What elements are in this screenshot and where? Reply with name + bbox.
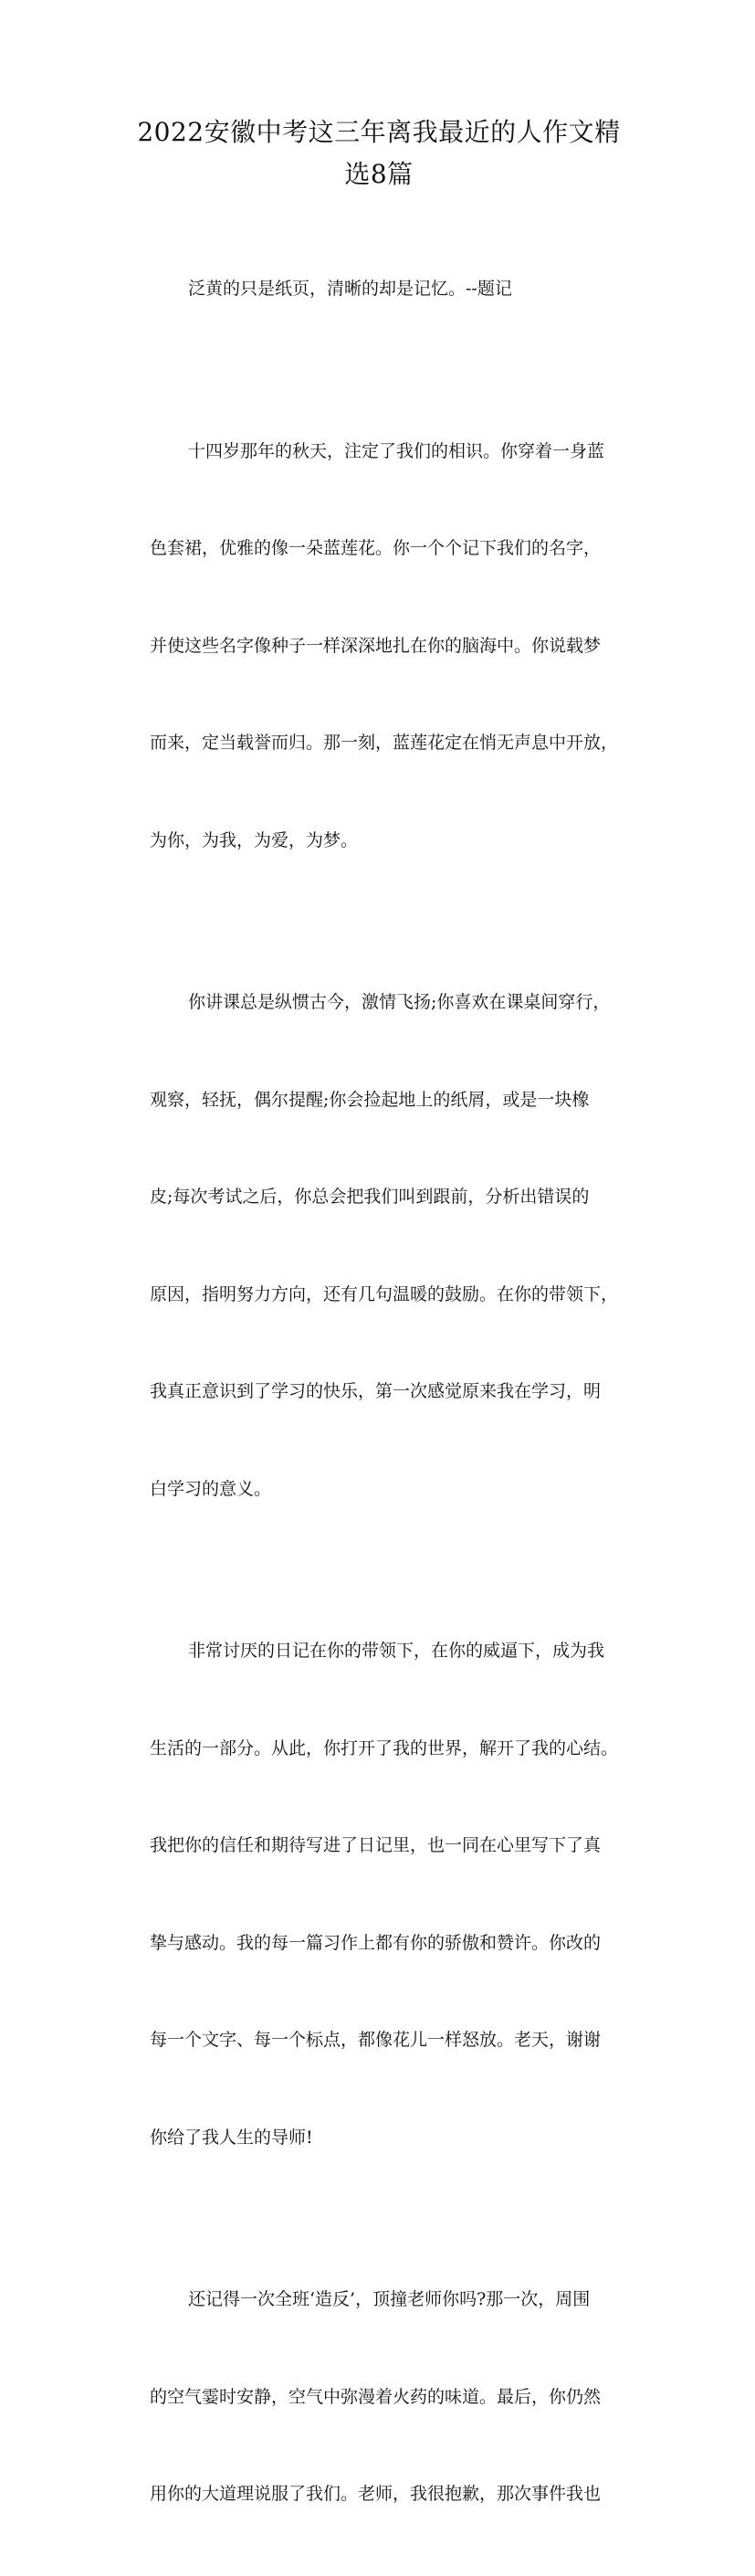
text-line: 为你，为我，为爱，为梦。: [150, 829, 359, 850]
text-line: 还记得一次全班‘造反’，顶撞老师你吗?那一次，周围: [188, 2289, 591, 2309]
text-line: 观察，轻抚，偶尔提醒;你会捡起地上的纸屑，或是一块橡: [150, 1089, 590, 1110]
paragraph-diary: [115, 1570, 652, 2219]
text-line: 每一个文字、每一个标点，都像花儿一样怒放。老天，谢谢: [150, 2030, 602, 2050]
text-line: 用你的大道理说服了我们。老师，我很抱歉，那次事件我也: [150, 2484, 602, 2504]
text-line: 挚与感动。我的每一篇习作上都有你的骄傲和赞许。你改的: [150, 1932, 602, 1953]
text-line: 而来，定当载誉而归。那一刻，蓝莲花定在悄无声息中开放，: [150, 733, 619, 753]
text-line: 我把你的信任和期待写进了日记里，也一同在心里写下了真: [150, 1835, 602, 1855]
text-line: 原因，指明努力方向，还有几句温暖的鼓励。在你的带领下，: [150, 1283, 619, 1304]
text-line: 你讲课总是纵惯古今，激情飞扬;你喜欢在课桌间穿行，: [188, 992, 611, 1012]
text-line: 的空气霎时安静，空气中弥漫着火药的味道。最后，你仍然: [150, 2386, 602, 2407]
text-line: 十四岁那年的秋天，注定了我们的相识。你穿着一身蓝: [188, 440, 605, 461]
paragraph-rebellion: [115, 2219, 652, 2576]
text-line: 泛黄的只是纸页，清晰的却是记忆。--题记: [188, 279, 512, 299]
text-line: 皮;每次考试之后，你总会把我们叫到跟前，分析出错误的: [150, 1187, 590, 1207]
text-line: 并使这些名字像种子一样深深地扎在你的脑海中。你说载梦: [150, 635, 602, 656]
text-line: 色套裙，优雅的像一朵蓝莲花。你一个个记下我们的名字，: [150, 538, 602, 558]
paragraph-epigraph: [115, 208, 652, 371]
paragraph-teaching: [115, 922, 652, 1570]
title-line: 2022安徽中考这三年离我最近的人作文精: [137, 116, 621, 147]
text-line: 白学习的意义。: [150, 1478, 272, 1499]
document-body: [115, 208, 652, 2576]
title-line: 选8篇: [344, 158, 414, 189]
paragraph-first-meeting: [115, 371, 652, 923]
text-line: 非常讨厌的日记在你的带领下，在你的威逼下，成为我: [188, 1641, 605, 1661]
text-line: 你给了我人生的导师!: [150, 2127, 313, 2148]
text-line: 生活的一部分。从此，你打开了我的世界，解开了我的心结。: [150, 1737, 619, 1758]
text-line: 我真正意识到了学习的快乐，第一次感觉原来我在学习，明: [150, 1381, 602, 1401]
document-title: [110, 111, 648, 195]
